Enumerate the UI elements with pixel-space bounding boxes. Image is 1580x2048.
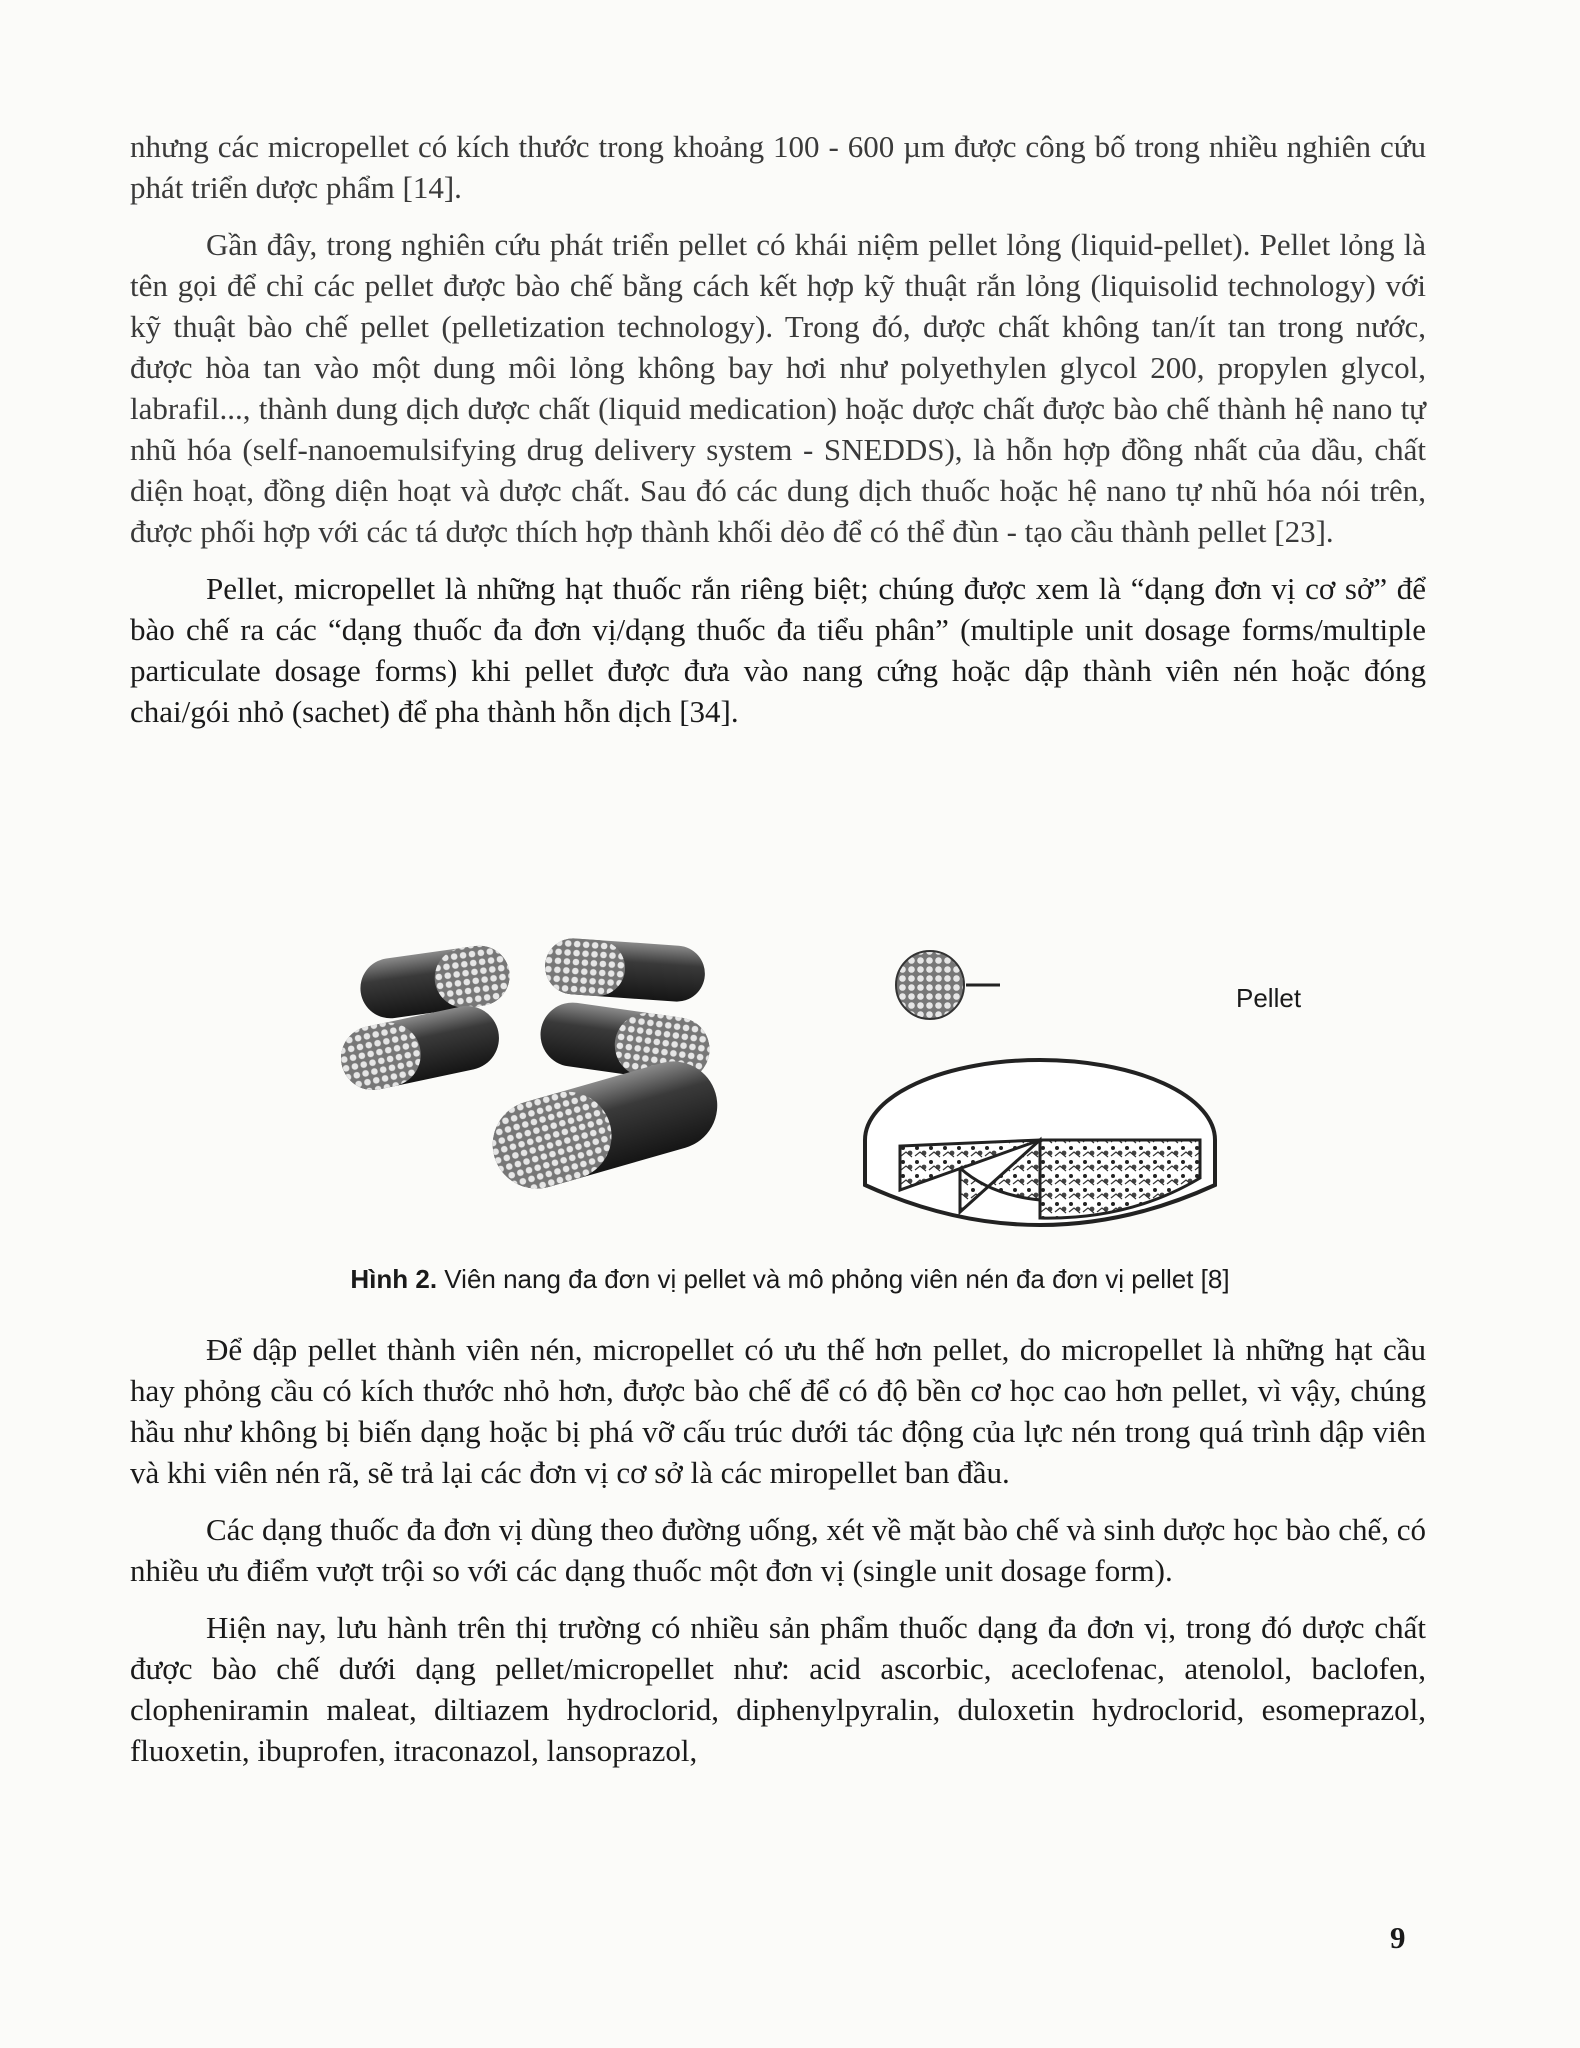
capsule — [357, 942, 514, 1022]
capsule — [482, 1051, 727, 1199]
paragraph: Để dập pellet thành viên nén, micropellet có ưu thế hơn pellet, do micropellet là những hạt cầu hay phỏng cầu có kích thước nhỏ hơn, được bào chế để có độ bền cơ học cao hơn pellet, vì vậy, chúng hầu như không bị biến dạng hoặc bị phá vỡ cấu trúc dưới tác động của lực nén trong quá trình dập viên và khi viên nén rã, sẽ trả lại các đơn vị cơ sở là các miropellet ban đầu. — [130, 1332, 1426, 1490]
capsule — [340, 1000, 505, 1096]
pellet-sphere — [896, 951, 964, 1019]
text-block-top — [130, 126, 1426, 732]
page-number: 9 — [1390, 1920, 1406, 1955]
paragraph: Gần đây, trong nghiên cứu phát triển pellet có khái niệm pellet lỏng (liquid-pellet). Pellet lỏng là tên gọi để chỉ các pellet được bào chế bằng cách kết hợp kỹ thuật rắn lỏng (liquisolid technology) với kỹ thuật bào chế pellet (pelletization technology). Trong đó, dược chất không tan/ít tan trong nước, được hòa tan vào một dung môi lỏng không bay hơi như polyethylen glycol 200, propylen glycol, labrafil..., thành dung dịch dược chất (liquid medication) hoặc dược chất được bào chế thành hệ nano tự nhũ hóa (self-nanoemulsifying drug delivery system - SNEDDS), là hỗn hợp đồng nhất của dầu, chất diện hoạt, đồng diện hoạt và dược chất. Sau đó các dung dịch thuốc hoặc hệ nano tự nhũ hóa nói trên, được phối hợp với các tá dược thích hợp thành khối dẻo để có thể đùn - tạo cầu thành pellet [23]. — [130, 227, 1426, 549]
paragraph: Hiện nay, lưu hành trên thị trường có nhiều sản phẩm thuốc dạng đa đơn vị, trong đó dược chất được bào chế dưới dạng pellet/micropellet như: acid ascorbic, aceclofenac, atenolol, baclofen, clopheniramin maleat, diltiazem hydroclorid, diphenylpyralin, duloxetin hydroclorid, esomeprazol, fluoxetin, ibuprofen, itraconazol, lansoprazol, — [130, 1610, 1426, 1768]
capsule — [543, 936, 707, 1003]
paragraph: nhưng các micropellet có kích thước trong khoảng 100 - 600 µm được công bố trong nhiều nghiên cứu phát triển dược phẩm [14]. — [130, 129, 1426, 205]
paragraph: Các dạng thuốc đa đơn vị dùng theo đường uống, xét về mặt bào chế và sinh dược học bào chế, có nhiều ưu điểm vượt trội so với các dạng thuốc một đơn vị (single unit dosage form). — [130, 1512, 1426, 1588]
caption-text: Viên nang đa đơn vị pellet và mô phỏng viên nén đa đơn vị pellet [8] — [437, 1264, 1230, 1294]
tablet-illustration — [865, 951, 1215, 1225]
figure-caption — [0, 1264, 1580, 1295]
pellet-label: Pellet — [1236, 983, 1302, 1013]
text-block-bottom — [130, 1329, 1426, 1771]
paragraph: Pellet, micropellet là những hạt thuốc rắn riêng biệt; chúng được xem là “dạng đơn vị cơ sở” để bào chế ra các “dạng thuốc đa đơn vị/dạng thuốc đa tiểu phân” (multiple unit dosage forms/multiple particulate dosage forms) khi pellet được đưa vào nang cứng hoặc dập thành viên nén hoặc đóng chai/gói nhỏ (sachet) để pha thành hỗn dịch [34]. — [130, 571, 1426, 729]
capsule-group — [340, 936, 728, 1199]
figure-illustration — [340, 920, 1240, 1260]
caption-prefix: Hình 2. — [350, 1264, 438, 1294]
